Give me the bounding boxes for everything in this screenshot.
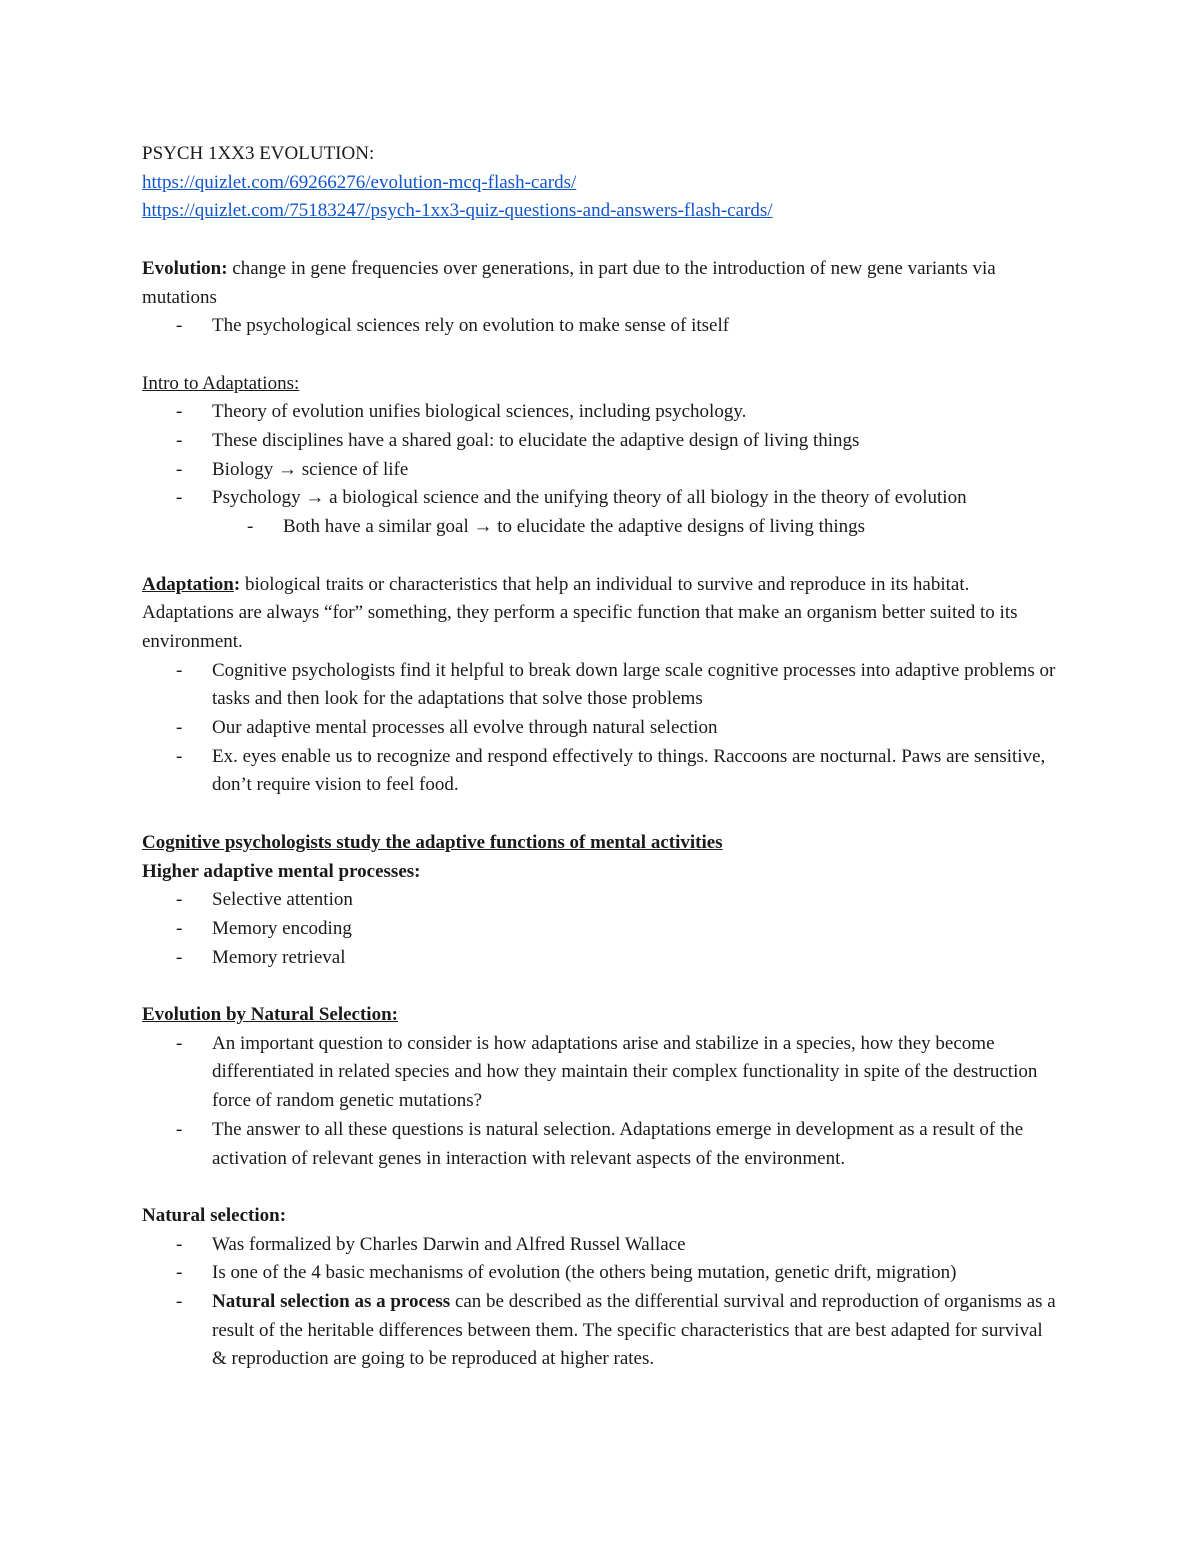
list-item: - An important question to consider is how adaptations arise and stabilize in a species, how they become differentiated in related species and how they maintain their complex functionality in spite of the destruction force of random genetic mutations?	[142, 1030, 1062, 1116]
adaptation-definition: Adaptation: biological traits or characteristics that help an individual to survive and reproduce in its habitat. Adaptations are always “for” something, they perform a specific function that make an organism better suited to its environment.	[142, 573, 1018, 652]
list-item: - Was formalized by Charles Darwin and Alfred Russel Wallace	[142, 1231, 1062, 1260]
list-item: - Psychology → a biological science and the unifying theory of all biology in the theory of evolution	[142, 484, 1062, 513]
ns-heading: Natural selection:	[142, 1204, 287, 1226]
evolution-term: Evolution:	[142, 257, 228, 279]
ens-list	[142, 1030, 1062, 1174]
list-item: - Biology → science of life	[142, 456, 1062, 485]
intro-heading: Intro to Adaptations:	[142, 372, 300, 394]
list-item: - Cognitive psychologists find it helpful to break down large scale cognitive processes into adaptive problems or tasks and then look for the adaptations that solve those problems	[142, 657, 1062, 714]
list-item: - The psychological sciences rely on evolution to make sense of itself	[142, 312, 1062, 341]
evolution-definition: Evolution: change in gene frequencies over generations, in part due to the introduction of new gene variants via mutations	[142, 257, 996, 308]
adaptation-term: Adaptation	[142, 573, 234, 595]
list-item: - These disciplines have a shared goal: to elucidate the adaptive design of living things	[142, 427, 1062, 456]
list-item: - Our adaptive mental processes all evolve through natural selection	[142, 714, 1062, 743]
list-item: - Memory encoding	[142, 915, 1062, 944]
ens-heading: Evolution by Natural Selection:	[142, 1004, 398, 1026]
document-body	[142, 140, 1062, 1374]
list-item: - Is one of the 4 basic mechanisms of evolution (the others being mutation, genetic drift, migration)	[142, 1259, 1062, 1288]
adaptation-list	[142, 657, 1062, 801]
quizlet-link-1[interactable]: https://quizlet.com/69266276/evolution-mcq-flash-cards/	[142, 171, 577, 193]
list-item: - Ex. eyes enable us to recognize and respond effectively to things. Raccoons are nocturnal. Paws are sensitive, don’t require vision to feel food.	[142, 743, 1062, 800]
cognitive-list	[142, 886, 1062, 972]
ns-list	[142, 1231, 1062, 1375]
list-item: - Natural selection as a process can be described as the differential survival and reproduction of organisms as a result of the heritable differences between them. The specific characteristics that are best adapted for survival & reproduction are going to be reproduced at higher rates.	[142, 1288, 1062, 1374]
cognitive-subheading: Higher adaptive mental processes:	[142, 860, 421, 882]
evolution-list	[142, 312, 1062, 341]
list-item: - Theory of evolution unifies biological sciences, including psychology.	[142, 398, 1062, 427]
intro-list	[142, 398, 1062, 542]
list-item: - Selective attention	[142, 886, 1062, 915]
cognitive-heading: Cognitive psychologists study the adaptive functions of mental activities	[142, 831, 723, 853]
list-item: - Memory retrieval	[142, 944, 1062, 973]
list-item: - The answer to all these questions is natural selection. Adaptations emerge in development as a result of the activation of relevant genes in interaction with relevant aspects of the environment.	[142, 1116, 1062, 1173]
ns-process-term: Natural selection as a process	[212, 1291, 451, 1313]
sub-list-item: - Both have a similar goal → to elucidate the adaptive designs of living things	[142, 513, 1062, 542]
doc-title: PSYCH 1XX3 EVOLUTION:	[142, 143, 375, 164]
quizlet-link-2[interactable]: https://quizlet.com/75183247/psych-1xx3-quiz-questions-and-answers-flash-cards/	[142, 200, 773, 222]
